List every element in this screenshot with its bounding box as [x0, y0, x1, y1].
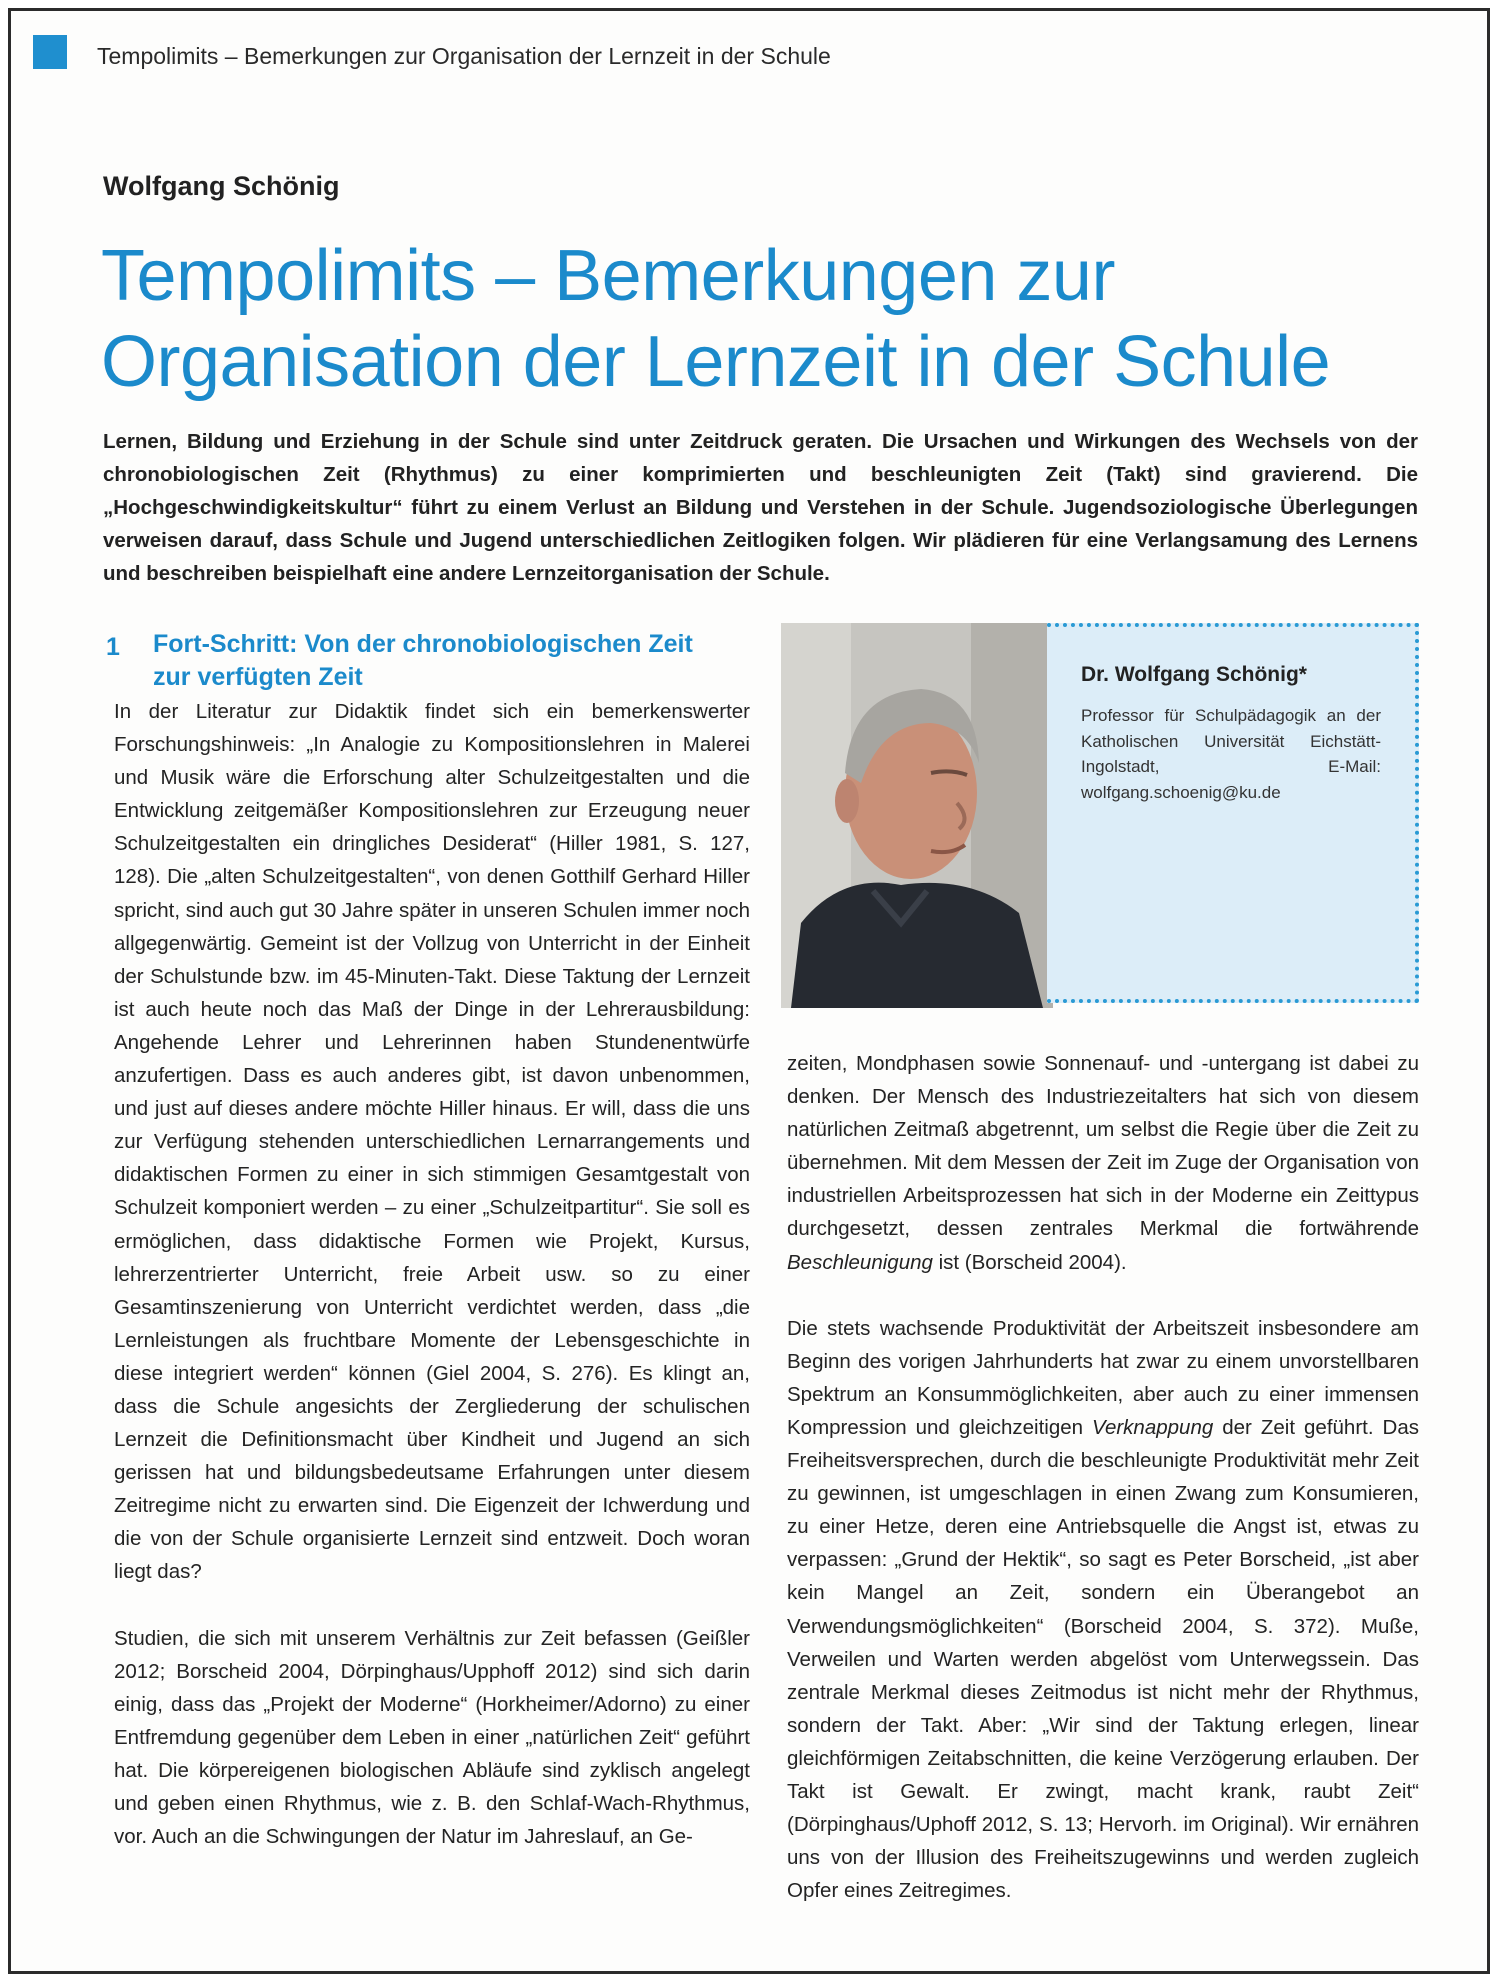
left-text-column — [114, 695, 750, 1853]
section-heading — [153, 628, 753, 694]
article-title-line-1: Tempolimits – Bemerkungen zur — [101, 236, 1115, 316]
right-paragraph-2-emphasis: Verknappung — [1092, 1415, 1214, 1439]
article-title — [101, 233, 1441, 405]
section-heading-line-2: zur verfügten Zeit — [153, 663, 363, 691]
section-heading-line-1: Fort-Schritt: Von der chronobiologischen Zeit — [153, 630, 693, 658]
section-number: 1 — [106, 633, 120, 661]
header-color-square — [33, 35, 67, 69]
right-paragraph-2 — [787, 1312, 1419, 1908]
right-paragraph-2-text-a: Die stets wachsende Produktivität der Arbeitszeit insbesondere am Beginn des vorigen Jahrhunderts hat zwar zu einem unvorstellbaren Spektrum an Konsummöglichkeiten, aber auch zu einer immensen Kompression und gleichzeitigen — [787, 1316, 1419, 1439]
bio-name: Dr. Wolfgang Schönig* — [1081, 663, 1307, 686]
article-author: Wolfgang Schönig — [103, 171, 340, 201]
right-text-column — [787, 1047, 1419, 1907]
bio-text: Professor für Schulpädagogik an der Katholischen Universität Eichstätt-Ingolstadt, E-Mail: wolfgang.schoenig@ku.de — [1081, 706, 1381, 802]
right-paragraph-1 — [787, 1047, 1419, 1279]
author-bio-box — [1047, 623, 1419, 1003]
right-paragraph-1-text-b: ist (Borscheid 2004). — [932, 1250, 1127, 1274]
right-paragraph-1-emphasis: Beschleunigung — [787, 1250, 933, 1274]
left-paragraph-1: In der Literatur zur Didaktik findet sich ein bemerkenswerter Forschungshinweis: „In Analogie zu Kompositionslehren in Malerei und Musik wäre die Erforschung alter Schulzeitgestalten und die Entwicklung zeitgemäßer Kompositionslehren zur Erzeugung neuer Schulzeitgestalten ein dringliches Desiderat“ (Hiller 1981, S. 127, 128). Die „alten Schulzeitgestalten“, von denen Gotthilf Gerhard Hiller spricht, sind auch gut 30 Jahre später in unseren Schulen immer noch allgegenwärtig. Gemeint ist der Vollzug von Unterricht in der Einheit der Schulstunde bzw. im 45-Minuten-Takt. Diese Taktung der Lernzeit ist auch heute noch das Maß der Dinge in der Lehrerausbildung: Angehende Lehrer und Lehrerinnen haben Stundenentwürfe anzufertigen. Dass es auch anderes gibt, ist davon unbenommen, und just auf dieses andere möchte Hiller hinaus. Er will, dass die uns zur Verfügung stehenden unterschiedlichen Lernarrangements und didaktischen Formen zu einer in sich stimmigen Gesamtgestalt von Schulzeit komponiert werden – zu einer „Schulzeitpartitur“. Sie soll es ermöglichen, dass didaktische Formen wie Projekt, Kursus, lehrerzentrierter Unterricht, freie Arbeit usw. so zu einer Gesamtinszenierung von Unterricht verdichtet werden, dass „die Lernleistungen als fruchtbare Momente der Lebensgeschichte in diese integriert werden“ können (Giel 2004, S. 276). Es klingt an, dass die Schule angesichts der Zergliederung der schulischen Lernzeit die Definitionsmacht über Kindheit und Jugend an sich gerissen hat und bildungsbedeutsame Erfahrungen unter diesem Zeitregime nicht zu erwarten sind. Die Eigenzeit der Ichwerdung und die von der Schule organisierte Lernzeit sind entzweit. Doch woran liegt das? — [114, 700, 750, 1584]
right-paragraph-2-text-b: der Zeit geführt. Das Freiheitsversprechen, durch die beschleunigte Produktivität mehr Zeit zu gewinnen, ist umgeschlagen in einen Zwang zum Konsumieren, zu einer Hetze, deren eine Antriebsquelle die Angst ist, etwas zu verpassen: „Grund der Hektik“, so sagt es Peter Borscheid, „ist aber kein Mangel an Zeit, sondern ein Überangebot an Verwendungsmöglichkeiten“ (Borscheid 2004, S. 372). Muße, Verweilen und Warten werden abgelöst vom Unterwegssein. Das zentrale Merkmal dieses Zeitmodus ist nicht mehr der Rhythmus, sondern der Takt. Aber: „Wir sind der Taktung erlegen, linear gleichförmigen Zeitabschnitten, die keine Verzögerung erlauben. Der Takt ist Gewalt. Er zwingt, macht krank, raubt Zeit“ (Dörpinghaus/Uphoff 2012, S. 13; Hervorh. im Original). Wir ernähren uns von der Illusion des Freiheitszugewinns und werden zugleich Opfer eines Zeitregimes. — [787, 1415, 1419, 1903]
author-photo — [781, 623, 1053, 1008]
article-title-line-2: Organisation der Lernzeit in der Schule — [101, 322, 1331, 402]
running-head: Tempolimits – Bemerkungen zur Organisation der Lernzeit in der Schule — [97, 43, 831, 69]
right-paragraph-1-text-a: zeiten, Mondphasen sowie Sonnenauf- und -untergang ist dabei zu denken. Der Mensch des Industriezeitalters hat sich von diesem natürlichen Zeitmaß abgetrennt, um selbst die Regie über die Zeit zu übernehmen. Mit dem Messen der Zeit im Zuge der Organisation von industriellen Arbeitsprozessen hat sich in der Moderne ein Zeittypus durchgesetzt, dessen zentrales Merkmal die fortwährende — [787, 1052, 1419, 1241]
left-paragraph-2: Studien, die sich mit unserem Verhältnis zur Zeit befassen (Geißler 2012; Borscheid 2004, Dörpinghaus/Upphoff 2012) sind sich darin einig, dass das „Projekt der Moderne“ (Horkheimer/Adorno) zu einer Entfremdung gegenüber dem Leben in einer „natürlichen Zeit“ geführt hat. Die körpereigenen biologischen Abläufe sind zyklisch angelegt und geben einen Rhythmus, wie z. B. den Schlaf-Wach-Rhythmus, vor. Auch an die Schwingungen der Natur im Jahreslauf, an Ge- — [114, 1626, 750, 1849]
author-portrait-illustration — [781, 623, 1053, 1008]
article-abstract: Lernen, Bildung und Erziehung in der Schule sind unter Zeitdruck geraten. Die Ursachen und Wirkungen des Wechsels von der chronobiologischen Zeit (Rhythmus) zu einer komprimierten und beschleunigten Zeit (Takt) sind gravierend. Die „Hochgeschwindigkeitskultur“ führt zu einem Verlust an Bildung und Verstehen in der Schule. Jugendsoziologische Überlegungen verweisen darauf, dass Schule und Jugend unterschiedlichen Zeitlogiken folgen. Wir plädieren für eine Verlangsamung des Lernens und beschreiben beispielhaft eine andere Lernzeitorganisation der Schule. — [103, 430, 1418, 585]
document-page — [8, 8, 1490, 1974]
